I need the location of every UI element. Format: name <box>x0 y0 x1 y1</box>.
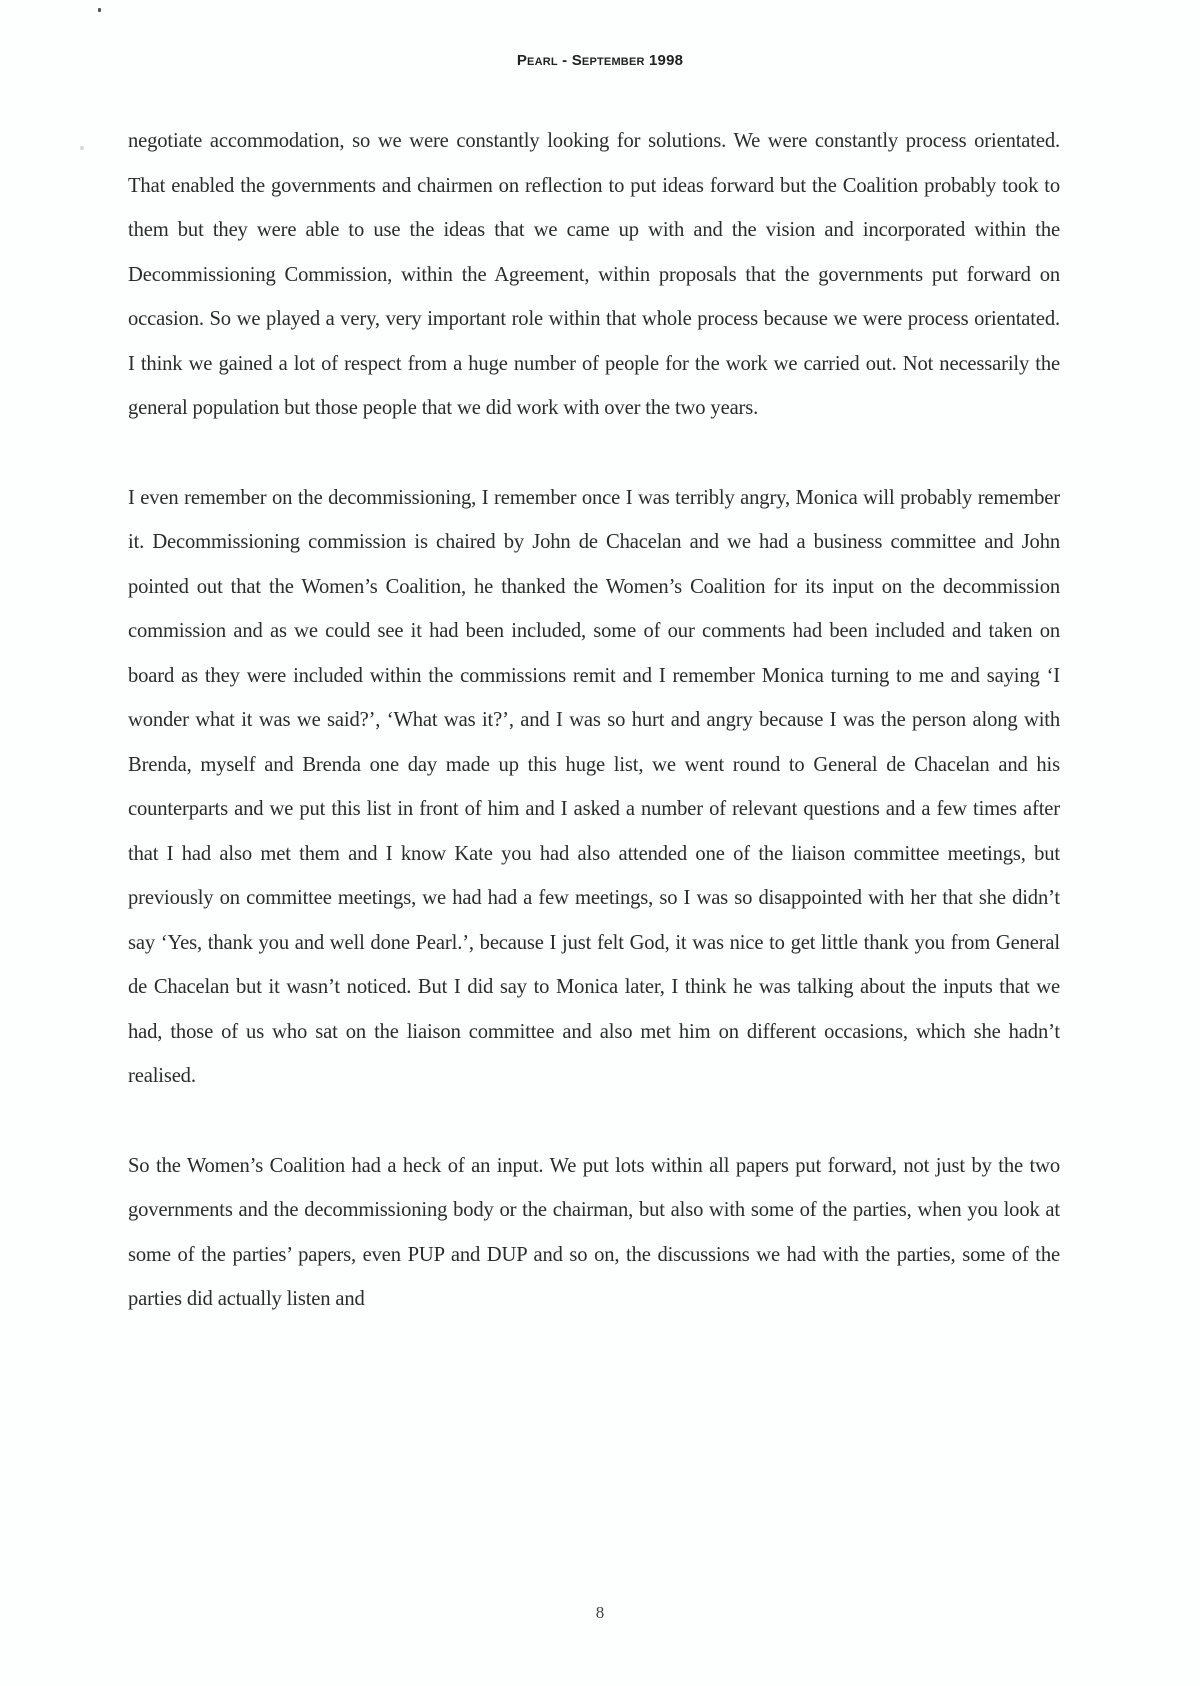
running-header: Pearl - September 1998 <box>516 52 684 69</box>
scan-speck <box>98 8 101 12</box>
body-text <box>128 119 1060 1322</box>
paragraph: I even remember on the decommissioning, I remember once I was terribly angry, Monica will probably remember it. Decommissioning commission is chaired by John de Chacelan and we had a business committee and John pointed out that the Women’s Coalition, he thanked the Women’s Coalition for its input on the decommission commission and as we could see it had been included, some of our comments had been included and taken on board as they were included within the commissions remit and I remember Monica turning to me and saying ‘I wonder what it was we said?’, ‘What was it?’, and I was so hurt and angry because I was the person along with Brenda, myself and Brenda one day made up this huge list, we went round to General de Chacelan and his counterparts and we put this list in front of him and I asked a number of relevant questions and a few times after that I had also met them and I know Kate you had also attended one of the liaison committee meetings, but previously on committee meetings, we had had a few meetings, so I was so disappointed with her that she didn’t say ‘Yes, thank you and well done Pearl.’, because I just felt God, it was nice to get little thank you from General de Chacelan but it wasn’t noticed. But I did say to Monica later, I think he was talking about the inputs that we had, those of us who sat on the liaison committee and also met him on different occasions, which she hadn’t realised. <box>128 486 1060 1087</box>
page-number: 8 <box>595 1603 605 1622</box>
scan-speck <box>80 146 84 150</box>
paragraph: negotiate accommodation, so we were constantly looking for solutions. We were constantly process orientated. That enabled the governments and chairmen on reflection to put ideas forward but the Coalition probably took to them but they were able to use the ideas that we came up with and the vision and incorporated within the Decommissioning Commission, within the Agreement, within proposals that the governments put forward on occasion. So we played a very, very important role within that whole process because we were process orientated. I think we gained a lot of respect from a huge number of people for the work we carried out. Not necessarily the general population but those people that we did work with over the two years. <box>128 130 1060 419</box>
paragraph: So the Women’s Coalition had a heck of an input. We put lots within all papers put forward, not just by the two governments and the decommissioning body or the chairman, but also with some of the parties, when you look at some of the parties’ papers, even PUP and DUP and so on, the discussions we had with the parties, some of the parties did actually listen and <box>128 1154 1060 1310</box>
